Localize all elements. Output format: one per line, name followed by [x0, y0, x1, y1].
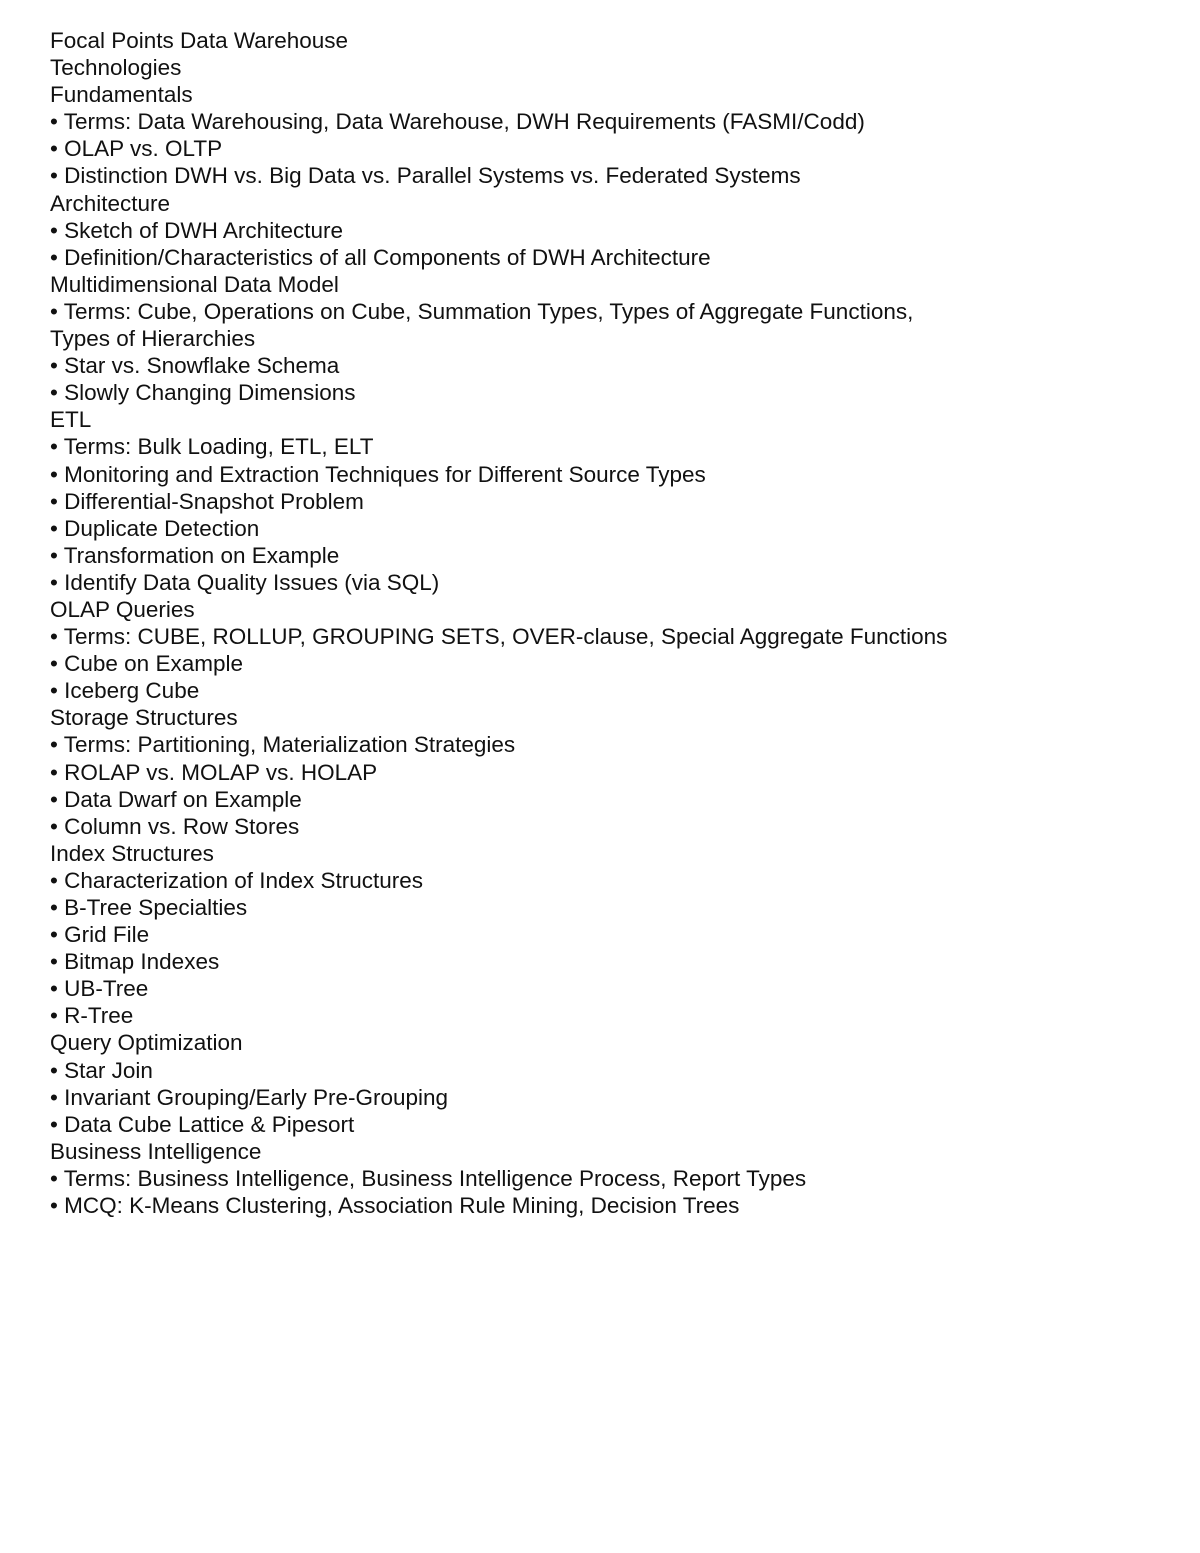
text-line: OLAP Queries — [50, 596, 195, 622]
text-line: • Terms: Bulk Loading, ETL, ELT — [50, 434, 374, 460]
text-line: Query Optimization — [50, 1030, 243, 1056]
text-line: • B-Tree Specialties — [50, 895, 248, 920]
document-body — [50, 27, 1150, 1219]
text-line: Focal Points Data Warehouse — [50, 28, 349, 53]
text-line: • Terms: Cube, Operations on Cube, Summation Types, Types of Aggregate Functions, — [50, 298, 914, 324]
text-line: Storage Structures — [50, 705, 238, 731]
text-line: Types of Hierarchies — [50, 326, 256, 352]
text-line: • Terms: Data Warehousing, Data Warehouse, DWH Requirements (FASMI/Codd) — [50, 109, 865, 135]
text-line: • Cube on Example — [50, 651, 243, 677]
text-line: • R-Tree — [50, 1003, 134, 1029]
text-line: • Terms: Partitioning, Materialization Strategies — [50, 732, 516, 758]
text-line: • Star Join — [50, 1057, 153, 1083]
text-line: • Column vs. Row Stores — [50, 813, 300, 839]
text-line: Multidimensional Data Model — [50, 271, 339, 297]
text-line: • Iceberg Cube — [50, 678, 200, 704]
text-line: Technologies — [50, 55, 182, 81]
text-line: Fundamentals — [50, 82, 193, 108]
text-line: Index Structures — [50, 840, 214, 866]
text-line: • Data Dwarf on Example — [50, 786, 302, 812]
text-line: • Duplicate Detection — [50, 515, 260, 541]
text-line: • Characterization of Index Structures — [50, 867, 424, 893]
text-line: • Sketch of DWH Architecture — [50, 217, 343, 243]
text-line: • ROLAP vs. MOLAP vs. HOLAP — [50, 759, 378, 785]
text-line: • Monitoring and Extraction Techniques for Different Source Types — [50, 461, 706, 487]
text-line: • Grid File — [50, 922, 150, 948]
text-line: • Bitmap Indexes — [50, 949, 220, 975]
text-line: ETL — [50, 407, 92, 433]
text-line: • Identify Data Quality Issues (via SQL) — [50, 569, 440, 595]
text-line: • Differential-Snapshot Problem — [50, 488, 364, 514]
text-line: Business Intelligence — [50, 1138, 262, 1164]
text-line: • Data Cube Lattice & Pipesort — [50, 1111, 355, 1137]
text-line: • OLAP vs. OLTP — [50, 136, 223, 162]
text-line: • Transformation on Example — [50, 542, 340, 568]
text-line: • Distinction DWH vs. Big Data vs. Parallel Systems vs. Federated Systems — [50, 163, 801, 189]
text-line: • Terms: Business Intelligence, Business Intelligence Process, Report Types — [50, 1165, 807, 1191]
text-line: • UB-Tree — [50, 976, 149, 1002]
text-line: • Invariant Grouping/Early Pre-Grouping — [50, 1084, 449, 1110]
text-line: • Slowly Changing Dimensions — [50, 380, 356, 406]
text-line: • Terms: CUBE, ROLLUP, GROUPING SETS, OVER-clause, Special Aggregate Functions — [50, 624, 948, 650]
text-line: • Star vs. Snowflake Schema — [50, 353, 340, 379]
text-line: • MCQ: K-Means Clustering, Association Rule Mining, Decision Trees — [50, 1193, 740, 1219]
text-line: • Definition/Characteristics of all Components of DWH Architecture — [50, 244, 711, 270]
text-line: Architecture — [50, 190, 171, 216]
